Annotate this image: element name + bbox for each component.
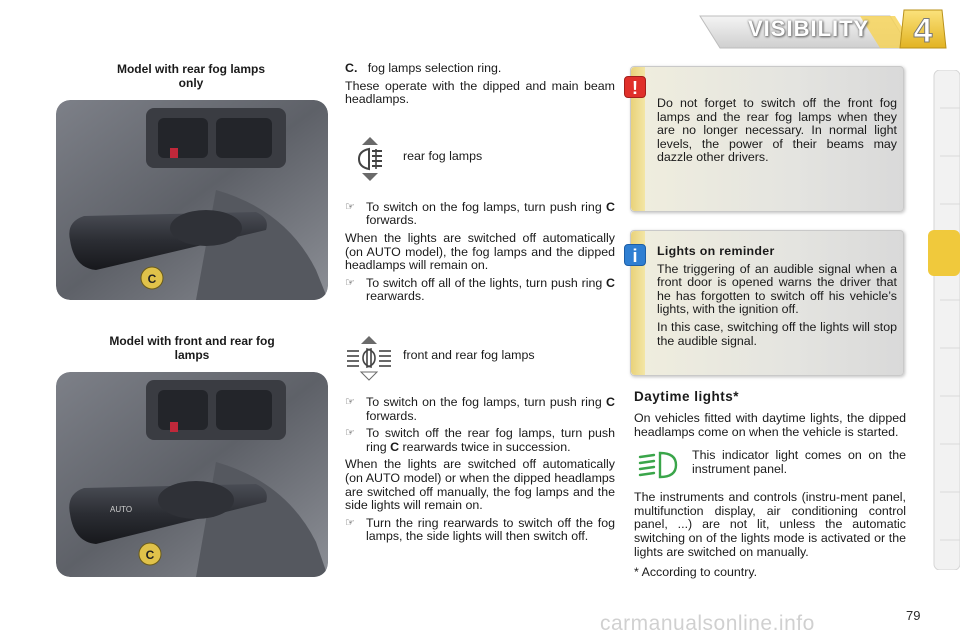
active-chapter-tab	[928, 230, 960, 276]
daytime-lights-indicator-icon	[636, 449, 680, 481]
info-title: Lights on reminder	[657, 244, 775, 258]
model1-title: Model with rear fog lamps only	[116, 62, 266, 90]
front-paragraph: When the lights are switched off automatically (on AUTO model) or when the dipped headlamps are switched off manually, the fog lamps and the side lights will remain on.	[345, 457, 615, 513]
intro-text: These operate with the dipped and main beam headlamps.	[345, 78, 615, 107]
daytime-paragraph-1: On vehicles fitted with daytime lights, the dipped headlamps come on when the vehicle is started.	[634, 411, 906, 439]
chapter-number: 4	[913, 12, 933, 50]
arrow-right-icon: ☞	[345, 516, 355, 529]
chapter-tab-strip	[928, 70, 960, 570]
daytime-paragraph-2: The instruments and controls (instru-ment panel, multifunction display, air conditioning control panel, ...) are not lit, unless the automatic switching on of the lights mode is activated or the lights are switched on manually.	[634, 490, 906, 559]
c-text: fog lamps selection ring.	[367, 61, 502, 75]
front-bullet-1: ☞ To switch on the fog lamps, turn push ring C forwards.	[345, 394, 615, 423]
front-rear-fog-label: front and rear fog lamps	[403, 347, 535, 362]
info-paragraph-2: In this case, switching off the lights will stop the audible signal.	[657, 319, 897, 348]
arrow-right-icon: ☞	[345, 200, 355, 213]
arrow-right-icon: ☞	[345, 427, 355, 440]
rear-paragraph: When the lights are switched off automatically (on AUTO model), the fog lamps and the dipped headlamps will remain on.	[345, 230, 615, 273]
page-title: VISIBILITY	[748, 16, 870, 41]
arrow-right-icon: ☞	[345, 395, 355, 408]
info-box	[630, 230, 904, 376]
watermark: carmanualsonline.info	[600, 612, 815, 635]
arrow-right-icon: ☞	[345, 276, 355, 289]
middle-column	[345, 62, 615, 548]
warning-text: Do not forget to switch off the front fog lamps and the rear fog lamps when they are no longer necessary. In normal light levels, the power of their beams may dazzle other drivers.	[657, 96, 897, 165]
rear-fog-lamp-icon	[353, 135, 387, 183]
model2-title: Model with front and rear fog lamps	[109, 334, 275, 362]
warning-box	[630, 66, 904, 212]
chapter-badge	[898, 6, 948, 52]
page-number: 79	[906, 608, 921, 623]
stalk-photo-front-rear-fog	[56, 372, 328, 577]
c-label: C.	[345, 61, 358, 75]
svg-text:C: C	[145, 548, 155, 562]
front-bullet-2: ☞ To switch off the rear fog lamps, turn push ring C rearwards twice in succession.	[345, 426, 615, 454]
footnote: * According to country.	[634, 565, 758, 580]
rear-bullet-1: ☞ To switch on the fog lamps, turn push ring C forwards.	[345, 199, 615, 228]
indicator-text: This indicator light comes on on the instrument panel.	[692, 448, 906, 476]
svg-text:AUTO: AUTO	[110, 505, 133, 514]
info-paragraph-1: The triggering of an audible signal when a front door is opened warns the driver that he has forgotten to switch off his vehicle’s lights, with the ignition off.	[657, 261, 897, 317]
daytime-title: Daytime lights*	[634, 389, 740, 404]
rear-fog-label: rear fog lamps	[403, 148, 483, 163]
svg-text:C: C	[147, 272, 157, 286]
front-rear-fog-lamp-icon	[345, 334, 393, 382]
warning-icon: !	[624, 76, 646, 98]
front-bullet-3: ☞ Turn the ring rearwards to switch off the fog lamps, the side lights will then switch off.	[345, 515, 615, 544]
rear-bullet-2: ☞ To switch off all of the lights, turn push ring C rearwards.	[345, 275, 615, 304]
daytime-section	[634, 389, 906, 579]
front-rear-fog-row	[345, 334, 615, 382]
rear-fog-row	[345, 135, 615, 183]
info-icon: i	[624, 244, 646, 266]
stalk-photo-rear-fog	[56, 100, 328, 300]
